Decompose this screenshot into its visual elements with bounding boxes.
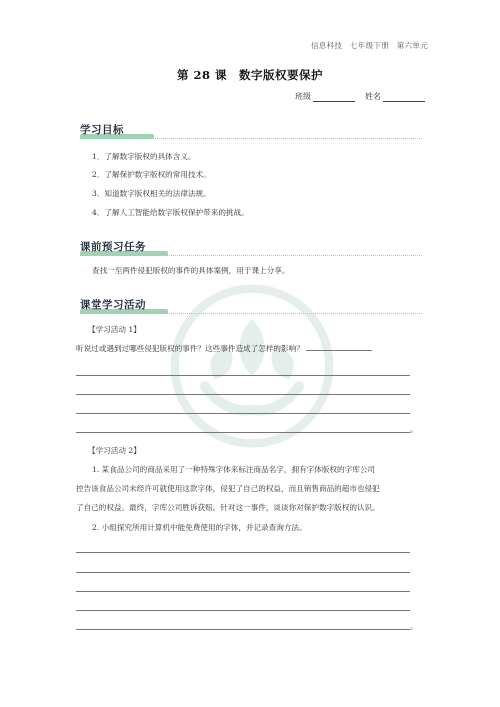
answer-period: 。	[410, 622, 418, 631]
activity-2-question-1-line-3: 了自己的权益。最终，字库公司胜诉获赔。针对这一事件，谈谈你对保护数字版权的认识。	[76, 503, 380, 512]
answer-blank[interactable]	[306, 342, 372, 351]
lesson-title: 第 28 课 数字版权要保护	[176, 68, 323, 82]
goal-item: 4．了解人工智能给数字版权保护带来的挑战。	[92, 208, 249, 217]
running-head: 信息科技 七年级下册 第六单元	[311, 41, 428, 50]
activity-2-question-1-line-1: 1. 某食品公司的商品采用了一种特殊字体来标注商品名字，拥有字体版权的字库公司	[92, 465, 376, 474]
section-preview-title: 课前预习任务	[80, 241, 146, 253]
answer-line[interactable]	[76, 432, 410, 433]
class-blank[interactable]	[313, 92, 355, 102]
activity-2-question-1-line-2: 控告该食品公司未经许可就使用这款字体，侵犯了自己的权益，而且销售商品的超市也侵犯	[76, 484, 380, 493]
answer-line[interactable]	[76, 375, 410, 376]
answer-line[interactable]	[76, 629, 410, 630]
answer-line[interactable]	[76, 413, 410, 414]
answer-line[interactable]	[76, 610, 410, 611]
activity-1-question-text: 听说过或遇到过哪些侵犯版权的事件？这些事件造成了怎样的影响？	[76, 344, 304, 353]
section-preview-heading	[80, 240, 422, 256]
activity-1-question	[76, 341, 372, 358]
answer-line[interactable]	[76, 394, 410, 395]
goal-item: 3．知道数字版权相关的法律法规。	[92, 189, 211, 198]
answer-line[interactable]	[76, 552, 410, 553]
student-info-line	[295, 91, 425, 102]
answer-line[interactable]	[76, 591, 410, 592]
section-activities-title: 课堂学习活动	[80, 299, 146, 311]
name-blank[interactable]	[383, 92, 425, 102]
class-label: 班级	[295, 92, 311, 101]
activity-2-question-2: 2. 小组探究所用计算机中能免费使用的字体，并记录查询方法。	[92, 523, 307, 532]
section-goals-heading	[80, 123, 422, 139]
goal-item: 1．了解数字版权的具体含义。	[92, 152, 196, 161]
answer-period: 。	[410, 425, 418, 434]
activity-2-label: 【学习活动 2】	[88, 446, 141, 455]
preview-task-text: 查找一至两件侵犯版权的事件的具体案例，用于课上分享。	[92, 266, 290, 275]
section-goals-title: 学习目标	[80, 124, 124, 136]
activity-1-label: 【学习活动 1】	[88, 325, 141, 334]
section-activities-heading	[80, 298, 422, 314]
answer-line[interactable]	[76, 572, 410, 573]
goal-item: 2．了解保护数字版权的常用技术。	[92, 170, 211, 179]
name-label: 姓名	[365, 92, 381, 101]
